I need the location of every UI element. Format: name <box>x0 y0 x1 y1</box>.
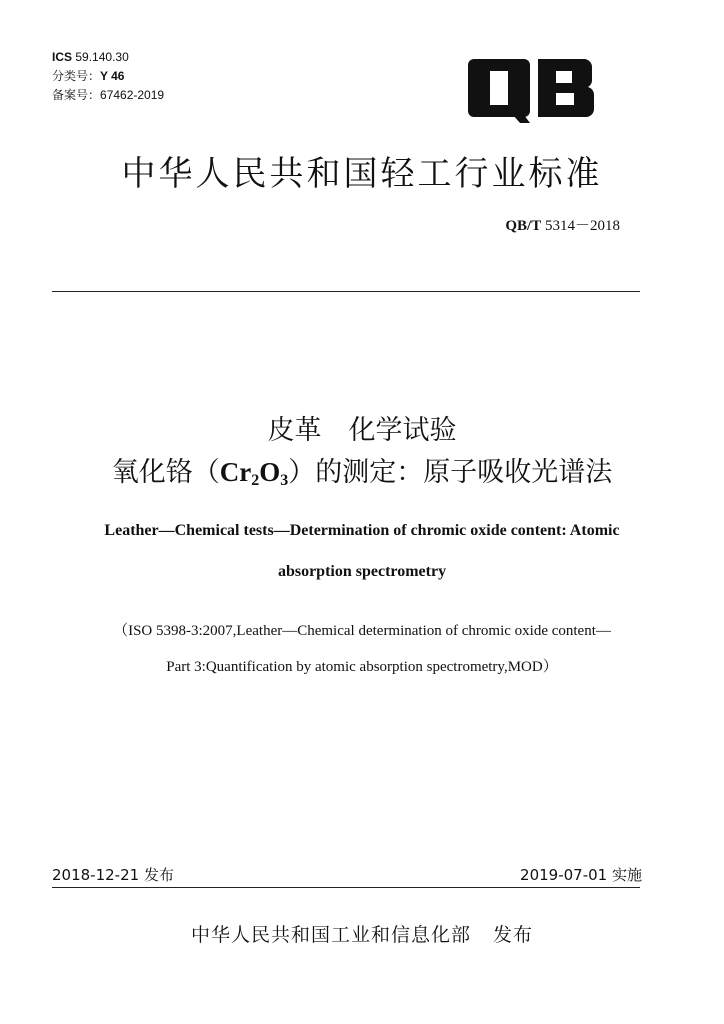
title-cn-line2-before: 氧化铬（ <box>111 457 220 488</box>
formula-cr: Cr <box>219 457 252 487</box>
ics-label: ICS <box>52 50 73 64</box>
ics-row <box>52 48 164 67</box>
formula-o: O <box>259 457 281 487</box>
standard-code: 5314－2018 <box>544 218 620 234</box>
standard-prefix: QB/T <box>505 218 542 234</box>
issuer-action: 发布 <box>493 924 534 946</box>
header-divider <box>52 291 640 292</box>
footer-divider <box>52 887 640 888</box>
logo-letter-q <box>468 59 530 123</box>
issue-date: 2018-12-21 发布 <box>52 866 174 884</box>
standard-meta <box>52 48 164 105</box>
record-label: 备案号： <box>52 88 101 102</box>
implement-date: 2019-07-01 实施 <box>520 866 642 884</box>
organization-title: 中华人民共和国轻工行业标准 <box>121 154 603 194</box>
formula-sub2: 3 <box>280 472 289 489</box>
title-en-line1: Leather—Chemical tests—Determination of chromic oxide content: Atomic <box>104 522 620 539</box>
title-cn-line2 <box>0 450 724 490</box>
issuer-line <box>0 920 724 947</box>
formula-sub1: 2 <box>251 472 260 489</box>
record-value: 67462-2019 <box>100 88 165 102</box>
class-row <box>52 67 164 86</box>
issuer-name: 中华人民共和国工业和信息化部 <box>190 924 471 946</box>
class-label: 分类号： <box>52 69 101 83</box>
logo-text: QB <box>466 55 468 56</box>
title-en-line2: absorption spectrometry <box>277 563 447 580</box>
standard-number <box>505 214 620 235</box>
iso-reference-line1: （ISO 5398-3:2007,Leather—Chemical determination of chromic oxide content— <box>113 623 611 639</box>
iso-reference-line2: Part 3:Quantification by atomic absorption spectrometry,MOD） <box>166 659 558 675</box>
title-cn-line2-after: ）的测定：原子吸收光谱法 <box>288 457 613 488</box>
ics-value: 59.140.30 <box>75 50 129 64</box>
qb-logo <box>466 55 598 125</box>
logo-letter-b <box>538 59 594 117</box>
record-row <box>52 86 164 105</box>
title-cn-line1: 皮革 化学试验 <box>267 415 457 446</box>
class-value: Y 46 <box>100 69 125 83</box>
